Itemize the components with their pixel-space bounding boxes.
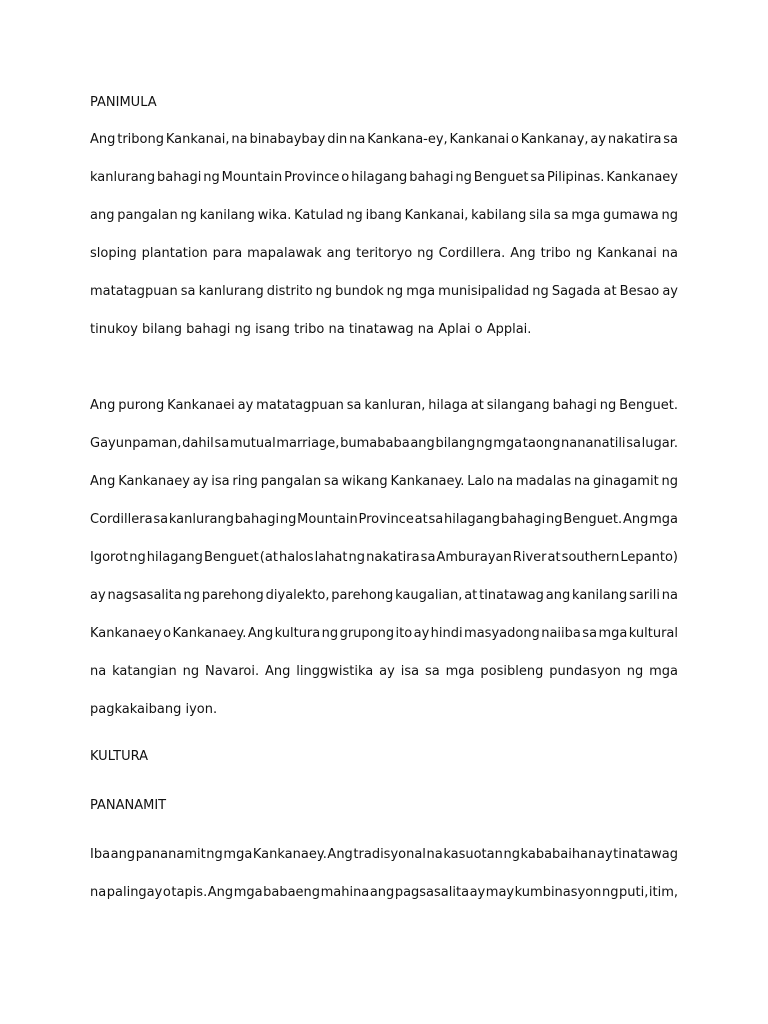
paragraph-line: sloping plantation para mapalawak ang teritoryo ng Cordillera. Ang tribo ng Kankanai na — [90, 246, 678, 261]
paragraph-line: pagkakaibang iyon. — [90, 702, 218, 717]
paragraph-line: ay nagsasalita ng parehong diyalekto, parehong kaugalian, at tinatawag ang kanilang sarili na — [90, 588, 679, 603]
paragraph-line: Kankanaey o Kankanaey. Ang kultura ng grupong ito ay hindi masyadong naiiba sa mga kultural — [90, 626, 678, 641]
paragraph-line: ang pangalan ng kanilang wika. Katulad ng ibang Kankanai, kabilang sila sa mga gumawa ng — [90, 208, 678, 223]
paragraph-line: Igorot ng hilagang Benguet (at halos lahat ng nakatira sa Amburayan River at southern Lepanto) — [90, 550, 679, 565]
paragraph-line: Iba ang pananamit ng mga Kankanaey. Ang tradisyonal na kasuotan ng kababaihan ay tinatawag — [90, 847, 678, 862]
heading-kultura: KULTURA — [90, 749, 148, 764]
paragraph-line: Cordillera sa kanlurang bahagi ng Mountain Province at sa hilagang bahagi ng Benguet. Ang mga — [90, 512, 678, 527]
paragraph-line: matatagpuan sa kanlurang distrito ng bundok ng mga munisipalidad ng Sagada at Besao ay — [90, 284, 678, 299]
paragraph-line: Ang tribong Kankanai, na binabaybay din na Kankana-ey, Kankanai o Kankanay, ay nakatira sa — [90, 132, 678, 147]
paragraph-line: tinukoy bilang bahagi ng isang tribo na tinatawag na Aplai o Applai. — [90, 322, 532, 337]
paragraph-line: na katangian ng Navaroi. Ang linggwistika ay isa sa mga posibleng pundasyon ng mga — [90, 664, 678, 679]
paragraph-line: na palingay o tapis. Ang mga babaeng mahina ang pagsasalita ay may kumbinasyon ng puti, itim, — [90, 885, 678, 900]
heading-panimula: PANIMULA — [90, 95, 157, 110]
paragraph-line: Gayunpaman, dahil sa mutual marriage, bumababa ang bilang ng mga taong nananatili sa lugar. — [90, 436, 678, 451]
paragraph-line: Ang Kankanaey ay isa ring pangalan sa wikang Kankanaey. Lalo na madalas na ginagamit ng — [90, 474, 678, 489]
paragraph-line: Ang purong Kankanaei ay matatagpuan sa kanluran, hilaga at silangang bahagi ng Benguet. — [90, 398, 678, 413]
paragraph-line: kanlurang bahagi ng Mountain Province o hilagang bahagi ng Benguet sa Pilipinas. Kankanaey — [90, 170, 678, 185]
heading-pananamit: PANANAMIT — [90, 798, 167, 813]
